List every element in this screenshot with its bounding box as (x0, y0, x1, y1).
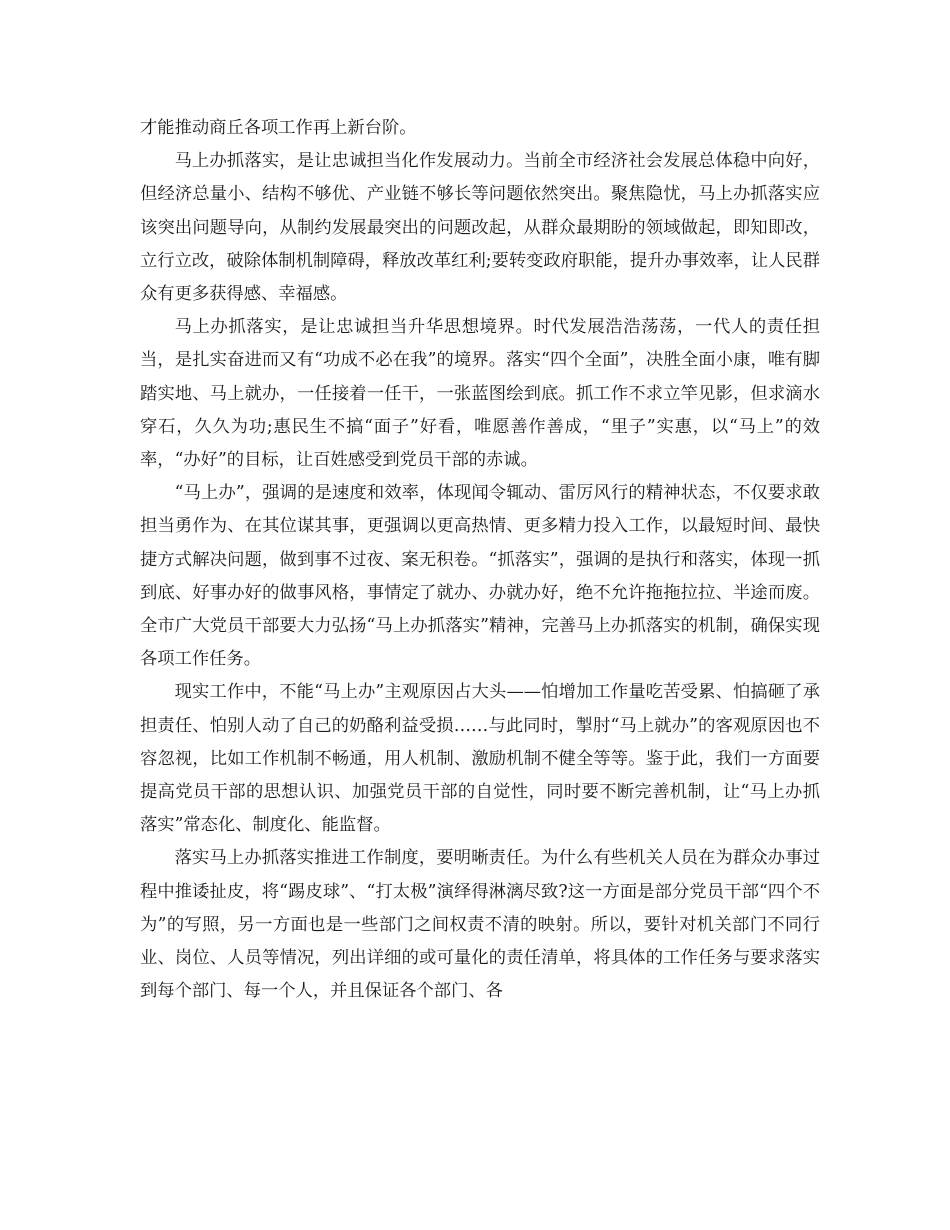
paragraph: 落实马上办抓落实推进工作制度，要明晰责任。为什么有些机关人员在为群众办事过程中推诿扯皮，将“踢皮球”、“打太极”演绎得淋漓尽致?这一方面是部分党员干部“四个不为”的写照，另一方面也是一些部门之间权责不清的映射。所以，要针对机关部门不同行业、岗位、人员等情况，列出详细的或可量化的责任清单，将具体的工作任务与要求落实到每个部门、每一个人，并且保证各个部门、各 (140, 848, 820, 1002)
paragraph: 马上办抓落实，是让忠诚担当升华思想境界。时代发展浩浩荡荡，一代人的责任担当，是扎实奋进而又有“功成不必在我”的境界。落实“四个全面”，决胜全面小康，唯有脚踏实地、马上就办，一任接着一任干，一张蓝图绘到底。抓工作不求立竿见影，但求滴水穿石，久久为功;惠民生不搞“面子”好看，唯愿善作善成，“里子”实惠，以“马上”的效率，“办好”的目标，让百姓感受到党员干部的赤诚。 (140, 317, 820, 471)
document-body (140, 112, 820, 1008)
paragraph: “马上办”，强调的是速度和效率，体现闻令辄动、雷厉风行的精神状态，不仅要求敢担当勇作为、在其位谋其事，更强调以更高热情、更多精力投入工作，以最短时间、最快捷方式解决问题，做到事不过夜、案无积卷。“抓落实”，强调的是执行和落实，体现一抓到底、好事办好的做事风格，事情定了就办、办就办好，绝不允许拖拖拉拉、半途而废。全市广大党员干部要大力弘扬“马上办抓落实”精神，完善马上办抓落实的机制，确保实现各项工作任务。 (140, 483, 820, 670)
paragraph-continuation: 才能推动商丘各项工作再上新台阶。 (140, 118, 417, 138)
paragraph: 马上办抓落实，是让忠诚担当化作发展动力。当前全市经济社会发展总体稳中向好，但经济总量小、结构不够优、产业链不够长等问题依然突出。聚焦隐忧，马上办抓落实应该突出问题导向，从制约发展最突出的问题改起，从群众最期盼的领域做起，即知即改，立行立改，破除体制机制障碍，释放改革红利;要转变政府职能，提升办事效率，让人民群众有更多获得感、幸福感。 (140, 151, 820, 305)
paragraph: 现实工作中，不能“马上办”主观原因占大头——怕增加工作量吃苦受累、怕搞砸了承担责任、怕别人动了自己的奶酪利益受损……与此同时，掣肘“马上就办”的客观原因也不容忽视，比如工作机制不畅通，用人机制、激励机制不健全等等。鉴于此，我们一方面要提高党员干部的思想认识、加强党员干部的自觉性，同时要不断完善机制，让“马上办抓落实”常态化、制度化、能监督。 (140, 682, 820, 836)
